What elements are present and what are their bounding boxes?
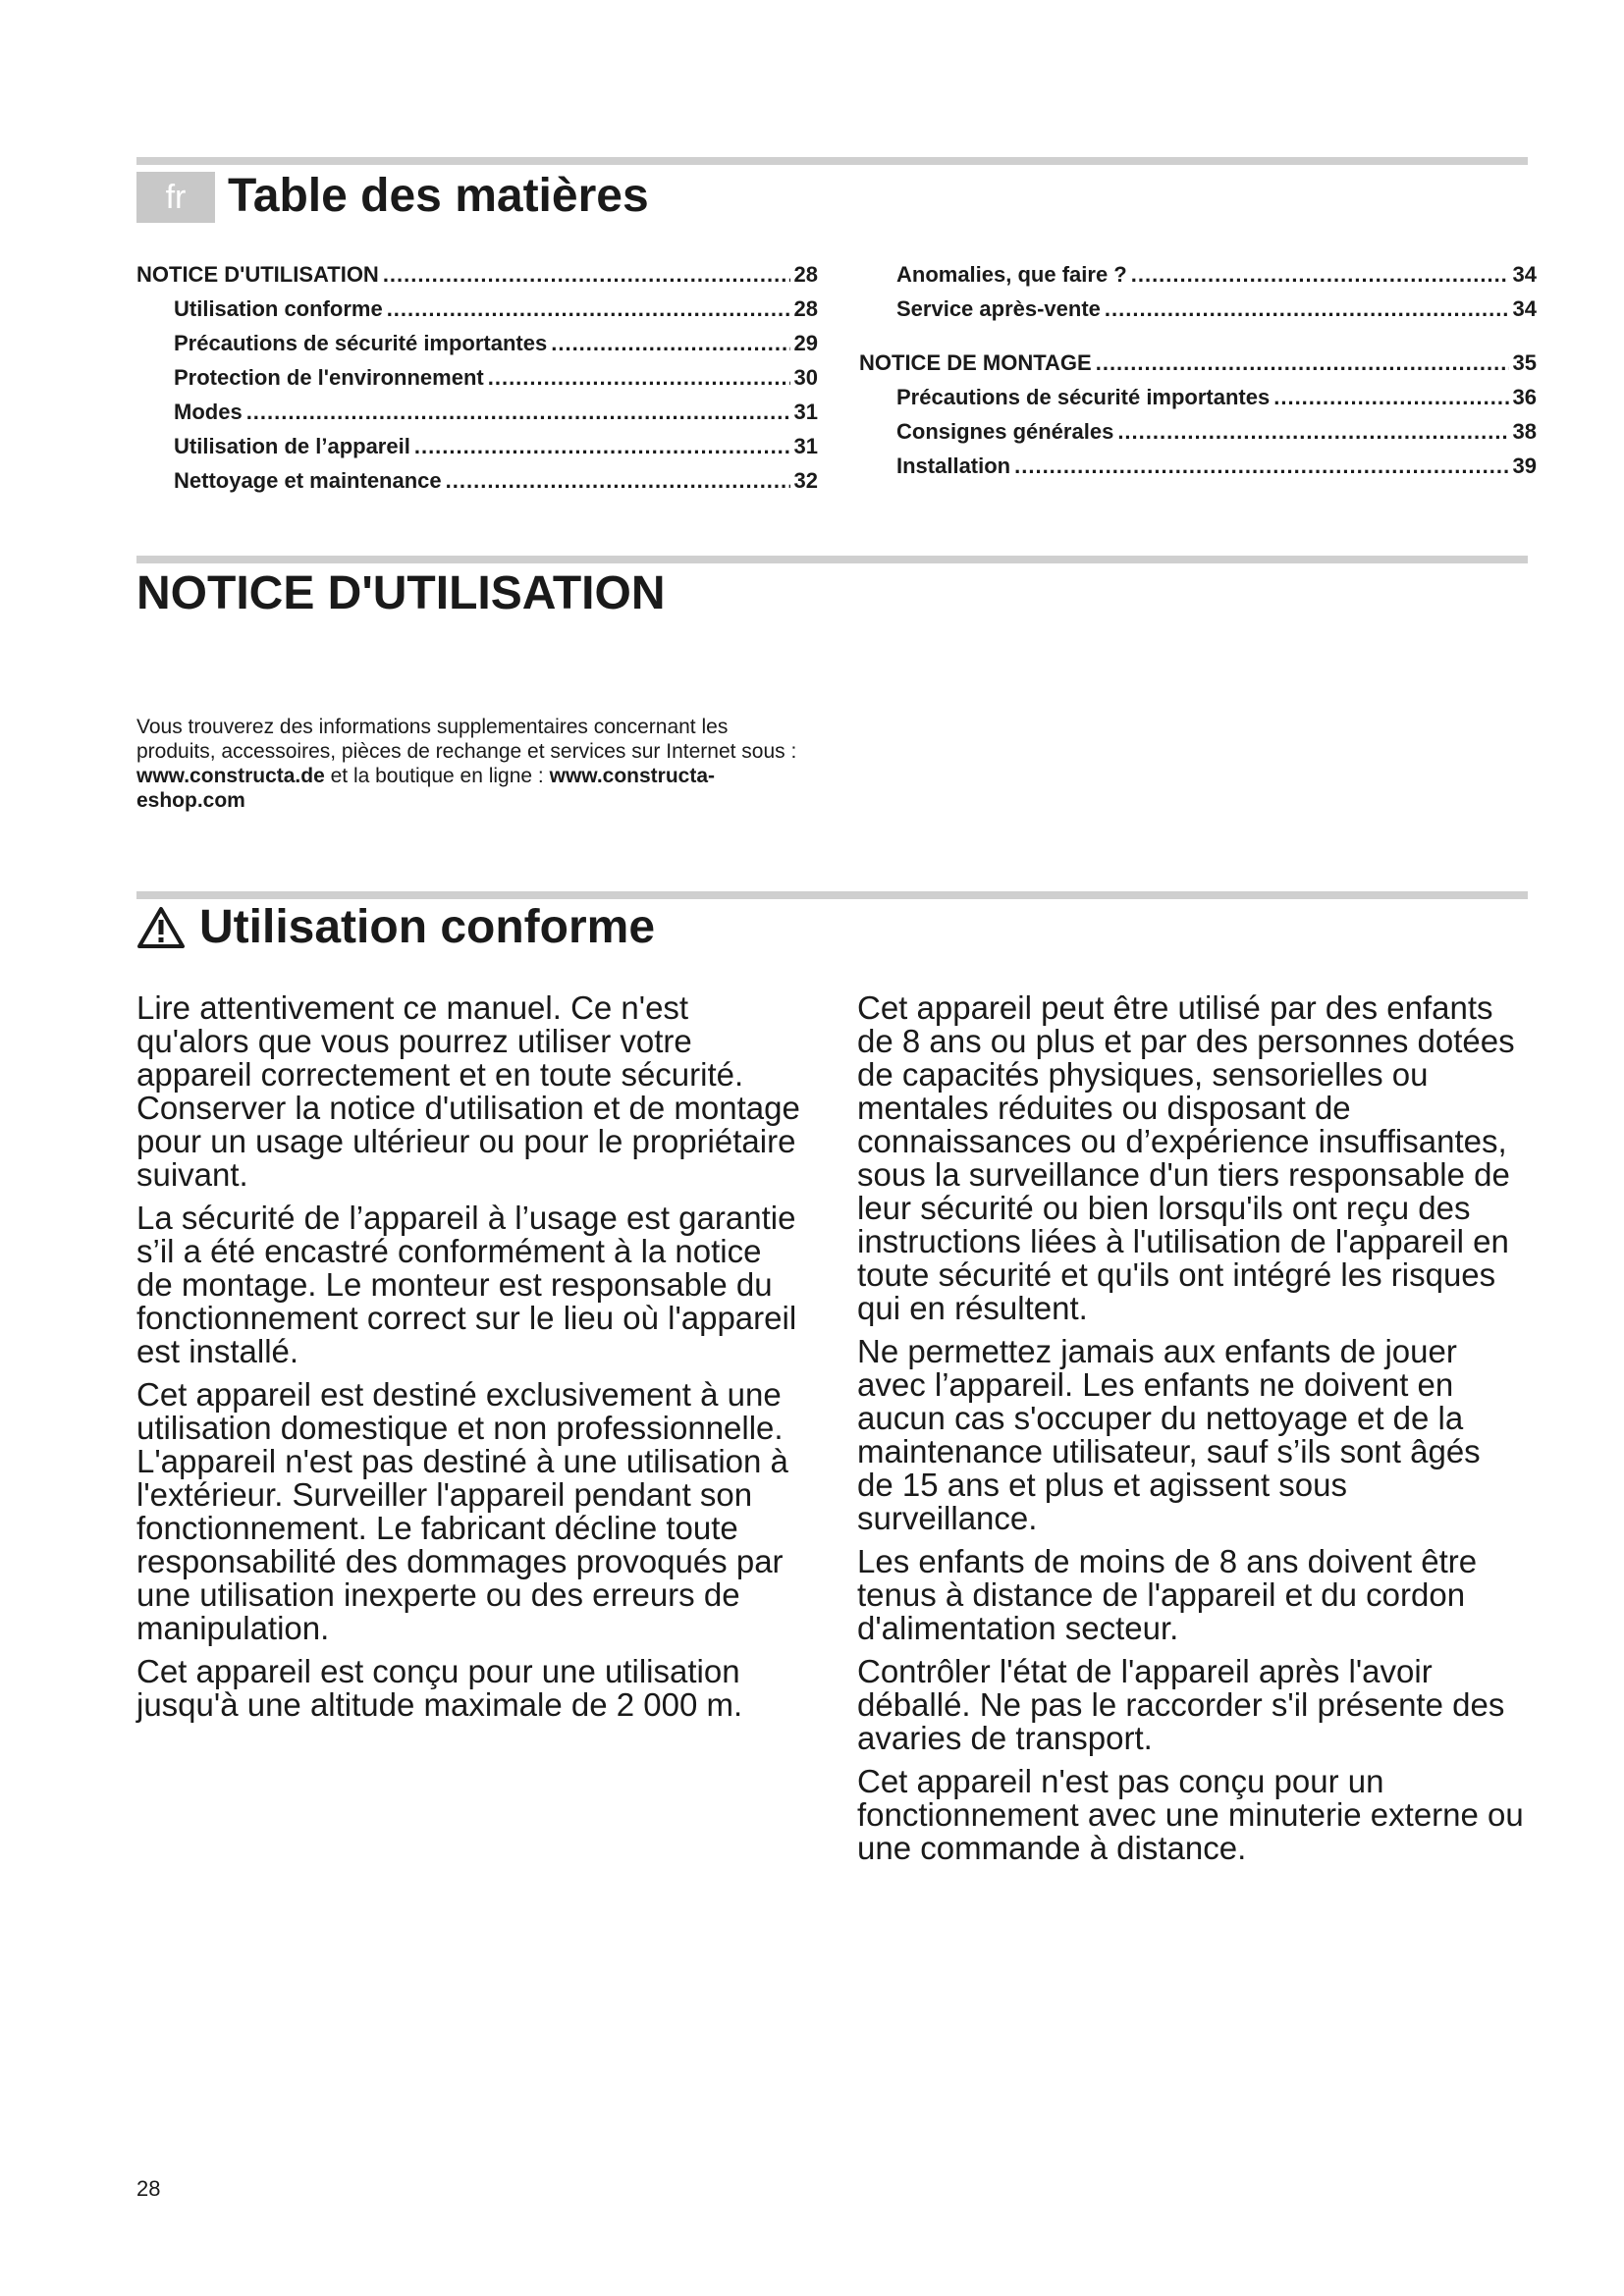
toc-entry-page: 28 — [793, 262, 818, 287]
toc-entry[interactable] — [859, 346, 1537, 380]
body-paragraph: Cet appareil est destiné exclusivement à une utilisation domestique et non professionnelle. L'appareil n'est pas destiné à une utilisation à l'extérieur. Surveiller l'appareil pendant son fonctionnement. Le fabricant décline toute responsabilité des dommages provoqués par une utilisation inexperte ou des erreurs de manipulation. — [136, 1376, 788, 1646]
body-left-column — [136, 991, 804, 1732]
toc-leader-dots — [1117, 414, 1508, 449]
toc-leader-dots — [488, 360, 790, 395]
body-paragraph: Cet appareil peut être utilisé par des enfants de 8 ans ou plus et par des personnes dotées de capacités physiques, sensorielles ou mentales réduites ou disposant de connaissances ou d’expérience insuffisantes, sous la surveillance d'un tiers responsable de leur sécurité ou bien lorsqu'ils ont reçu des instructions liées à l'utilisation de l'appareil en toute sécurité et qu'ils ont intégré les risques qui en résultent. — [857, 989, 1515, 1326]
toc-entry-page: 34 — [1512, 296, 1537, 321]
body-paragraph: Cet appareil n'est pas conçu pour un fonctionnement avec une minuterie externe ou une commande à distance. — [857, 1763, 1524, 1866]
utilisation-title-text: Utilisation conforme — [199, 901, 656, 953]
toc-leader-dots — [414, 429, 790, 463]
toc-leader-dots — [246, 395, 790, 429]
toc-left-column — [136, 257, 818, 498]
toc-entry-label: Utilisation conforme — [174, 296, 383, 321]
toc-entry[interactable] — [136, 360, 818, 395]
body-paragraph: Cet appareil est conçu pour une utilisation jusqu'à une altitude maximale de 2 000 m. — [136, 1653, 743, 1723]
toc-leader-dots — [446, 463, 790, 498]
toc-entry-page: 38 — [1512, 419, 1537, 444]
toc-entry-label: Précautions de sécurité importantes — [174, 331, 548, 355]
toc-entry[interactable] — [136, 326, 818, 360]
warning-triangle-icon — [136, 905, 186, 950]
page-number: 28 — [136, 2176, 161, 2201]
toc-entry-label: Précautions de sécurité importantes — [896, 385, 1271, 409]
toc-entry-label: Installation — [896, 454, 1011, 478]
toc-entry-label: Nettoyage et maintenance — [174, 468, 442, 493]
body-paragraph: Lire attentivement ce manuel. Ce n'est qu'alors que vous pourrez utiliser votre appareil correctement et en toute sécurité. Conserver la notice d'utilisation et de montage pour un usage ultérieur ou pour le propriétaire suivant. — [136, 989, 800, 1193]
toc-entry[interactable] — [859, 449, 1537, 483]
toc-entry-page: 28 — [793, 296, 818, 321]
body-paragraph: Les enfants de moins de 8 ans doivent être tenus à distance de l'appareil et du cordon d'alimentation secteur. — [857, 1543, 1478, 1646]
toc-leader-dots — [551, 326, 789, 360]
toc-entry-page: 39 — [1512, 454, 1537, 478]
toc-entry-page: 36 — [1512, 385, 1537, 409]
toc-entry-page: 35 — [1512, 350, 1537, 375]
toc-entry-page: 29 — [793, 331, 818, 355]
toc-title: Table des matières — [228, 170, 649, 222]
toc-leader-dots — [1105, 292, 1509, 326]
intro-paragraph — [136, 715, 804, 813]
toc-leader-dots — [383, 257, 790, 292]
toc-entry-page: 31 — [793, 434, 818, 458]
toc-entry[interactable] — [859, 414, 1537, 449]
toc-entry-page: 32 — [793, 468, 818, 493]
toc-entry[interactable] — [859, 380, 1537, 414]
toc-leader-dots — [1096, 346, 1509, 380]
toc-entry-page: 34 — [1512, 262, 1537, 287]
toc-leader-dots — [1014, 449, 1508, 483]
toc-entry-label: Protection de l'environnement — [174, 365, 484, 390]
body-paragraph: La sécurité de l’appareil à l’usage est garantie s’il a été encastré conformément à la notice de montage. Le monteur est responsable du fonctionnement correct sur le lieu où l'appareil est installé. — [136, 1200, 797, 1369]
section-rule — [136, 157, 1528, 165]
toc-entry-label: NOTICE D'UTILISATION — [136, 262, 379, 287]
toc-entry-label: Service après-vente — [896, 296, 1101, 321]
toc-entry[interactable] — [136, 429, 818, 463]
toc-right-column — [859, 257, 1537, 483]
toc-gap — [859, 326, 1537, 346]
toc-entry-label: Anomalies, que faire ? — [896, 262, 1127, 287]
toc-entry-page: 30 — [793, 365, 818, 390]
toc-entry-page: 31 — [793, 400, 818, 424]
toc-entry[interactable] — [136, 292, 818, 326]
toc-entry[interactable] — [859, 292, 1537, 326]
utilisation-title — [136, 898, 655, 957]
intro-text: Vous trouverez des informations supplementaires concernant les produits, accessoires, pièces de rechange et services sur Internet sous : — [136, 716, 797, 763]
toc-leader-dots — [1131, 257, 1509, 292]
toc-entry[interactable] — [136, 395, 818, 429]
toc-entry-label: Consignes générales — [896, 419, 1114, 444]
toc-leader-dots — [387, 292, 790, 326]
toc-entry-label: Utilisation de l’appareil — [174, 434, 410, 458]
body-paragraph: Ne permettez jamais aux enfants de jouer avec l’appareil. Les enfants ne doivent en aucun cas s'occuper du nettoyage et de la maintenance utilisateur, sauf s’ils sont âgés de 15 ans et plus et agissent sous surveillance. — [857, 1333, 1481, 1536]
section-rule — [136, 556, 1528, 563]
body-paragraph: Contrôler l'état de l'appareil après l'avoir déballé. Ne pas le raccorder s'il présente des avaries de transport. — [857, 1653, 1505, 1756]
toc-entry[interactable] — [136, 463, 818, 498]
toc-entry-label: NOTICE DE MONTAGE — [859, 350, 1092, 375]
body-right-column — [857, 991, 1525, 1875]
toc-entry-label: Modes — [174, 400, 243, 424]
toc-leader-dots — [1273, 380, 1508, 414]
website-link[interactable]: www.constructa.de — [136, 765, 325, 787]
eshop-link[interactable]: www.constructa-eshop.com — [136, 765, 716, 812]
language-badge: fr — [136, 172, 215, 223]
intro-text: et la boutique en ligne : — [324, 765, 550, 787]
notice-title: NOTICE D'UTILISATION — [136, 567, 666, 619]
toc-entry[interactable] — [136, 257, 818, 292]
toc-entry[interactable] — [859, 257, 1537, 292]
